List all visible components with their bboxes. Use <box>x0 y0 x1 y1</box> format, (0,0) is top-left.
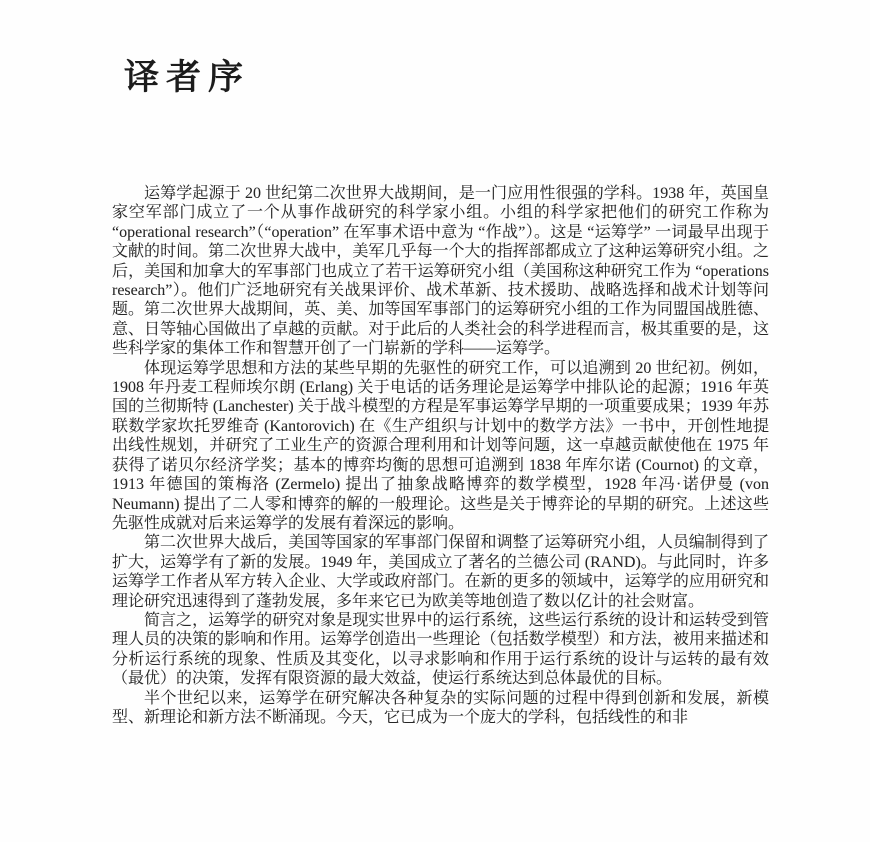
body-text-block <box>112 184 769 727</box>
body-paragraph: 体现运筹学思想和方法的某些早期的先驱性的研究工作，可以追溯到 20 世纪初。例如，1908 年丹麦工程师埃尔朗 (Erlang) 关于电话的话务理论是运筹学中排队论的起源；1916 年英国的兰彻斯特 (Lanchester) 关于战斗模型的方程是军事运筹学早期的一项重要成果；1939 年苏联数学家坎托罗维奇 (Kantorovich) 在《生产组织与计划中的数学方法》一书中，开创性地提出线性规划，并研究了工业生产的资源合理利用和计划等问题，这一卓越贡献使他在 1975 年获得了诺贝尔经济学奖；基本的博弈均衡的思想可追溯到 1838 年库尔诺 (Cournot) 的文章，1913 年德国的策梅洛 (Zermelo) 提出了抽象战略博弈的数学模型，1928 年冯·诺伊曼 (von Neumann) 提出了二人零和博弈的解的一般理论。这些是关于博弈论的早期的研究。上述这些先驱性成就对后来运筹学的发展有着深远的影响。 <box>112 359 769 532</box>
page-title: 译者序 <box>124 58 251 97</box>
body-paragraph: 半个世纪以来，运筹学在研究解决各种复杂的实际问题的过程中得到创新和发展，新模型、新理论和新方法不断涌现。今天，它已成为一个庞大的学科，包括线性的和非 <box>112 689 769 726</box>
body-paragraph: 运筹学起源于 20 世纪第二次世界大战期间，是一门应用性很强的学科。1938 年，英国皇家空军部门成立了一个从事作战研究的科学家小组。小组的科学家把他们的研究工作称为 “operational research”（“operation” 在军事术语中意为 “作战”）。这是 “运筹学” 一词最早出现于文献的时间。第二次世界大战中，美军几乎每一个大的指挥部都成立了这种运筹研究小组。之后，美国和加拿大的军事部门也成立了若干运筹研究小组（美国称这种研究工作为 “operations research”）。他们广泛地研究有关战果评价、战术革新、技术援助、战略选择和战术计划等问题。第二次世界大战期间，英、美、加等国军事部门的运筹研究小组的工作为同盟国战胜德、意、日等轴心国做出了卓越的贡献。对于此后的人类社会的科学进程而言，极其重要的是，这些科学家的集体工作和智慧开创了一门崭新的学科——运筹学。 <box>112 185 769 358</box>
body-paragraph: 第二次世界大战后，美国等国家的军事部门保留和调整了运筹研究小组，人员编制得到了扩大，运筹学有了新的发展。1949 年，美国成立了著名的兰德公司 (RAND)。与此同时，许多运筹学工作者从军方转入企业、大学或政府部门。在新的更多的领域中，运筹学的应用研究和理论研究迅速得到了蓬勃发展，多年来它已为欧美等地创造了数以亿计的社会财富。 <box>112 534 769 610</box>
body-paragraph: 简言之，运筹学的研究对象是现实世界中的运行系统，这些运行系统的设计和运转受到管理人员的决策的影响和作用。运筹学创造出一些理论（包括数学模型）和方法，被用来描述和分析运行系统的现象、性质及其变化，以寻求影响和作用于运行系统的设计与运转的最有效（最优）的决策，发挥有限资源的最大效益，使运行系统达到总体最优的目标。 <box>112 611 769 688</box>
